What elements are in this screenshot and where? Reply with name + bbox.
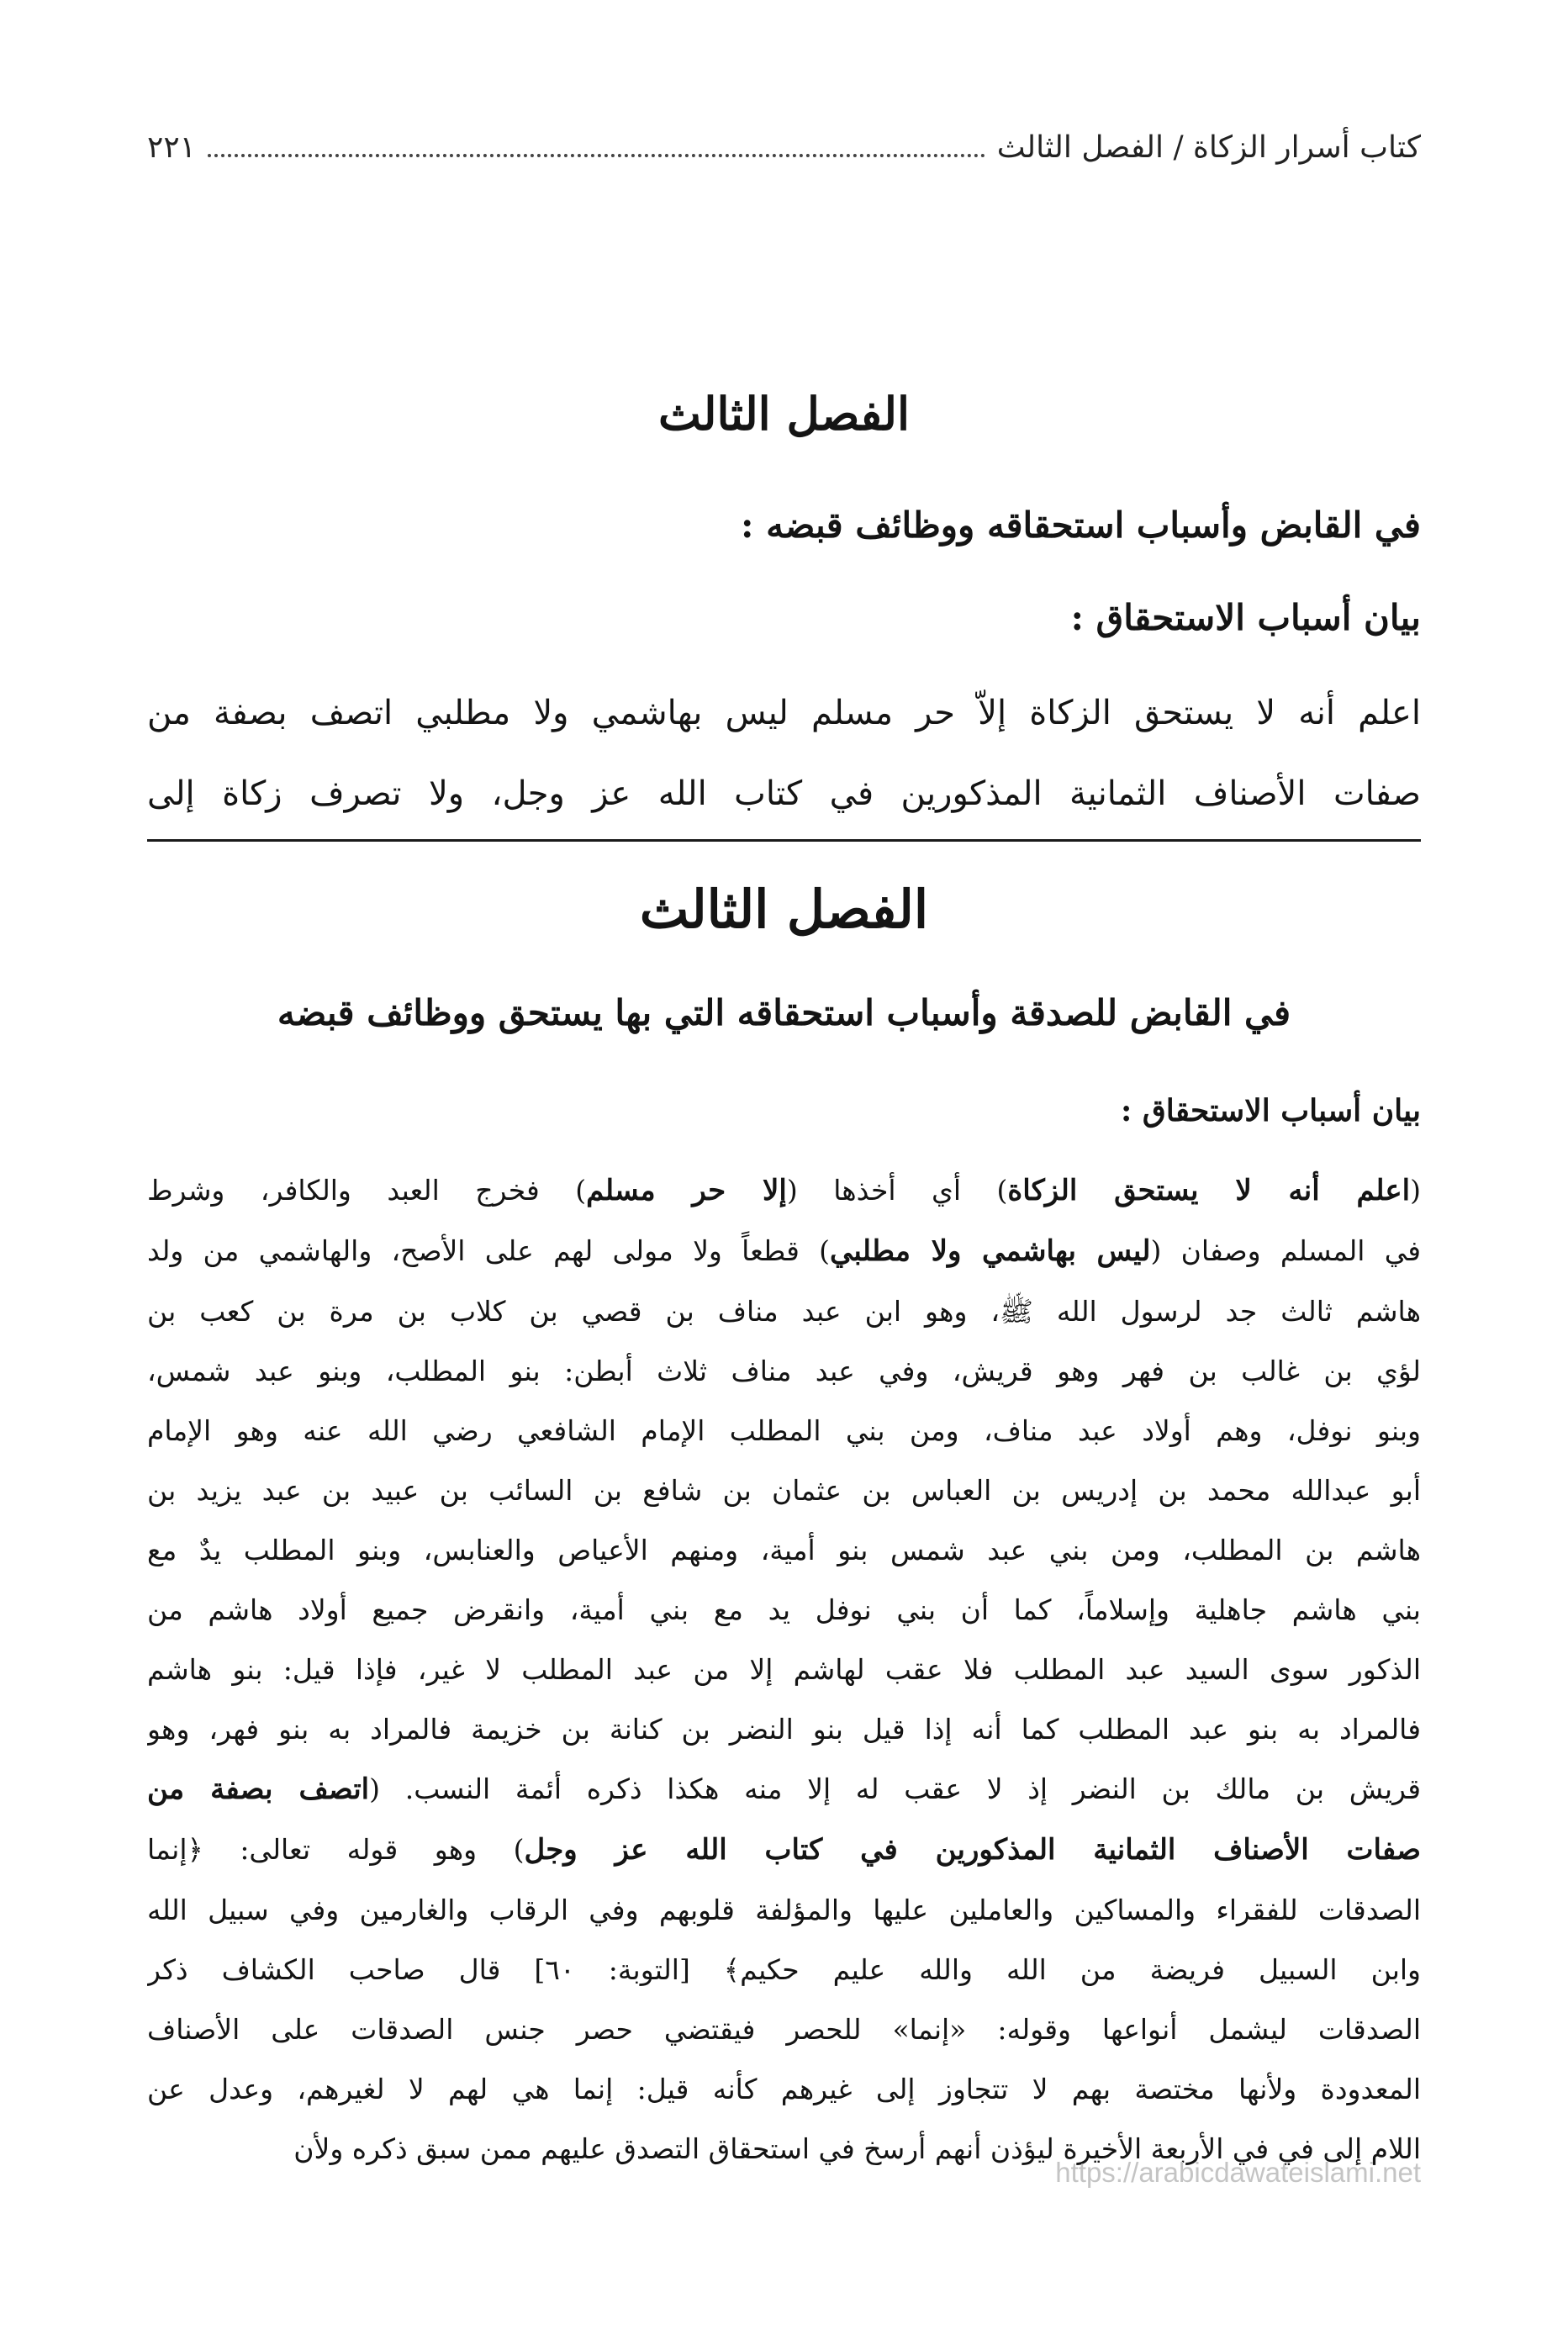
matn-line: صفات الأصناف الثمانية المذكورين في كتاب الله عز وجل، ولا تصرف زكاة إلى — [147, 774, 1421, 813]
sharh-line: لؤي بن غالب بن فهر وهو قريش، وفي عبد مناف ثلاث أبطن: بنو المطلب، وبنو عبد شمس، — [147, 1355, 1421, 1387]
sharh-chapter-title: الفصل الثالث — [639, 879, 929, 940]
sharh-line: فالمراد به بنو عبد المطلب كما أنه إذا قيل بنو النضر بن كنانة بن خزيمة فالمراد به بنو فهر، وهو — [147, 1713, 1421, 1746]
matn-chapter-title: الفصل الثالث — [658, 387, 910, 441]
source-watermark: https://arabicdawateislami.net — [1055, 2157, 1421, 2188]
section-divider — [147, 839, 1421, 842]
text-run: ) فخرج العبد والكافر، وشرط — [147, 1174, 587, 1207]
sharh-line: اللام إلى في في الأربعة الأخيرة ليؤذن أنهم أرسخ في استحقاق التصدق عليهم ممن سبق ذكره ولأن — [293, 2132, 1421, 2165]
sharh-line — [147, 1820, 1421, 1880]
quoted-matn: اعلم أنه لا يستحق الزكاة — [1007, 1174, 1411, 1207]
sharh-line — [147, 1221, 1421, 1281]
sharh-line: وابن السبيل فريضة من الله والله عليم حكيم﴾ [التوبة: ٦٠] قال صاحب الكشاف ذكر — [147, 1953, 1421, 1986]
sharh-line: وبنو نوفل، وهم أولاد عبد مناف، ومن بني المطلب الإمام الشافعي رضي الله عنه وهو الإمام — [147, 1414, 1421, 1447]
matn-chapter-subtitle: في القابض وأسباب استحقاقه ووظائف قبضه : — [740, 505, 1421, 546]
sharh-line — [147, 1160, 1421, 1221]
page-number: ٢٢١ — [147, 129, 197, 165]
quoted-matn: إلا حر مسلم — [586, 1174, 787, 1207]
running-header-title: كتاب أسرار الزكاة / الفصل الثالث — [996, 129, 1421, 165]
text-run: ) وهو قوله تعالى: ﴿إنما — [147, 1833, 525, 1866]
sharh-line: أبو عبدالله محمد بن إدريس بن العباس بن عثمان بن شافع بن السائب بن عبيد بن عبد يزيد بن — [147, 1474, 1421, 1507]
sharh-section-heading: بيان أسباب الاستحقاق : — [1121, 1093, 1421, 1128]
text-run: ) قطعاً ولا مولى لهم على الأصح، والهاشمي من ولد — [147, 1234, 831, 1267]
quoted-matn: صفات الأصناف الثمانية المذكورين في كتاب الله عز وجل — [524, 1833, 1421, 1867]
sharh-line — [147, 1759, 1421, 1820]
sharh-line: هاشم بن المطلب، ومن بني عبد شمس بنو أمية، ومنهم الأعياص والعنابس، وبنو المطلب يدٌ مع — [147, 1534, 1421, 1566]
sharh-line: بني هاشم جاهلية وإسلاماً، كما أن بني نوفل يد مع بني أمية، وانقرض جميع أولاد هاشم من — [147, 1593, 1421, 1626]
sharh-line: الذكور سوى السيد عبد المطلب فلا عقب لهاشم إلا من عبد المطلب لا غير، فإذا قيل: بنو هاشم — [147, 1653, 1421, 1686]
sharh-line: الصدقات للفقراء والمساكين والعاملين عليها والمؤلفة قلوبهم وفي الرقاب والغارمين وفي سبيل الله — [147, 1894, 1421, 1926]
quoted-matn: اتصف بصفة من — [147, 1772, 370, 1806]
sharh-line: هاشم ثالث جد لرسول الله ﷺ، وهو ابن عبد مناف بن قصي بن كلاب بن مرة بن كعب بن — [147, 1295, 1421, 1328]
matn-line: اعلم أنه لا يستحق الزكاة إلاّ حر مسلم ليس بهاشمي ولا مطلبي اتصف بصفة من — [147, 694, 1421, 732]
matn-section-heading: بيان أسباب الاستحقاق : — [1070, 597, 1421, 638]
sharh-line: الصدقات ليشمل أنواعها وقوله: «إنما» للحصر فيقتضي حصر جنس الصدقات على الأصناف — [147, 2013, 1421, 2046]
sharh-text — [147, 1160, 1421, 2179]
sharh-chapter-subtitle: في القابض للصدقة وأسباب استحقاقه التي بها يستحق ووظائف قبضه — [277, 992, 1291, 1033]
running-header — [147, 118, 1421, 177]
sharh-line: المعدودة ولأنها مختصة بهم لا تتجاوز إلى غيرهم كأنه قيل: إنما هي لهم لا لغيرهم، وعدل عن — [147, 2073, 1421, 2105]
text-run: ) أي أخذها ( — [786, 1174, 1008, 1207]
leader-dots — [208, 154, 985, 157]
matn-text — [147, 673, 1421, 834]
text-run: في المسلم وصفان ( — [1150, 1234, 1421, 1267]
text-run: ( — [1410, 1174, 1421, 1207]
text-run: قريش بن مالك بن النضر إذ لا عقب له إلا منه هكذا ذكره أئمة النسب. ( — [369, 1772, 1421, 1805]
quoted-matn: ليس بهاشمي ولا مطلبي — [830, 1234, 1151, 1268]
